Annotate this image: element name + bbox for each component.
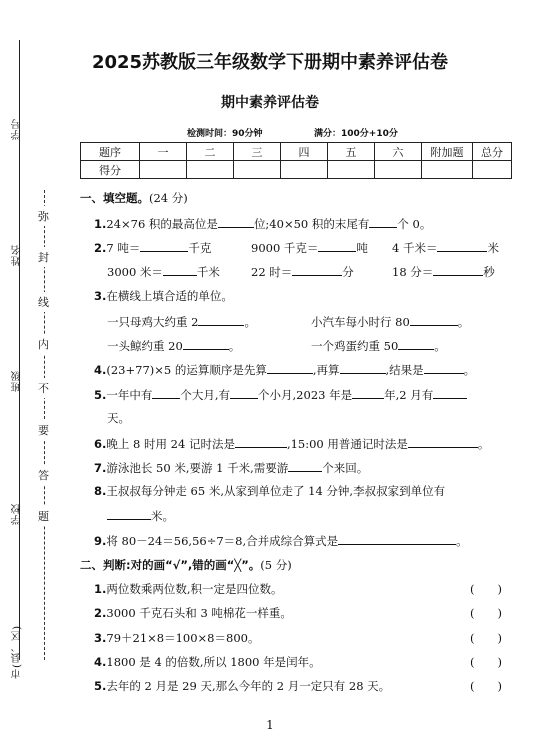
question-text: 。 [477,437,490,451]
question-1 [94,215,431,232]
question-text: 一头鲸约重 20 [107,339,183,353]
question-text: 7 吨＝ [106,241,141,255]
score-header-cell: 总分 [473,143,512,161]
question-text: 1800 是 4 的倍数,所以 1800 年是闰年。 [106,655,321,669]
question-text: 游泳池长 50 米,要游 1 千米,需要游 [106,461,289,475]
answer-parentheses[interactable]: ( ) [470,606,502,620]
question-text: 。 [463,363,476,377]
answer-blank[interactable] [267,361,313,374]
score-header-cell: 二 [187,143,234,161]
question-text: 将 80－24＝56,56÷7＝8,合并成综合算式是 [106,534,339,548]
score-cell[interactable] [473,161,512,179]
seal-char: 线 [38,292,49,312]
score-table-row [81,161,512,179]
question-3-item [311,313,469,330]
answer-parentheses[interactable]: ( ) [470,582,502,596]
score-cell[interactable] [234,161,281,179]
page-title: 2025苏教版三年级数学下册期中素养评估卷 [91,52,449,73]
question-8-cont [107,507,174,524]
seal-char: 要 [38,420,49,440]
question-text: 。 [434,339,446,353]
question-text: 个来回。 [322,461,369,475]
score-cell[interactable] [422,161,473,179]
answer-blank[interactable] [352,386,384,399]
score-header-cell: 附加题 [422,143,473,161]
question-text: 晚上 8 时用 24 记时法是 [106,437,235,451]
question-number: 5. [94,679,107,693]
question-text: ,再算 [312,363,340,377]
question-text: 在横线上填合适的单位。 [106,289,233,303]
question-text: 个大月,有 [180,388,231,402]
answer-blank[interactable] [152,386,180,399]
question-text: 一年中有 [106,388,153,402]
answer-blank[interactable] [107,507,151,520]
question-text: 3000 千克石头和 3 吨棉花一样重。 [106,606,292,620]
seal-char: 封 [38,247,49,267]
answer-blank[interactable] [318,239,356,252]
score-row-label: 得分 [81,161,140,179]
answer-blank[interactable] [235,435,287,448]
question-number: 3. [94,289,107,303]
question-number: 7. [94,461,107,475]
question-text: 千米 [196,265,220,279]
judgement-item [94,581,283,597]
question-number: 5. [94,388,107,402]
question-4 [94,361,475,378]
page-subtitle: 期中素养评估卷 [221,95,319,111]
section-2-heading [80,557,292,573]
question-number: 2. [94,241,107,255]
exam-time: 检测时间：90分钟 [187,129,263,139]
answer-blank[interactable] [230,386,258,399]
question-3-item [311,337,446,354]
question-text: 。 [228,339,241,353]
question-text: 。 [457,315,470,329]
score-cell[interactable] [328,161,375,179]
question-number: 6. [94,437,107,451]
score-cell[interactable] [375,161,422,179]
question-number: 4. [94,655,107,669]
question-text: 王叔叔每分钟走 65 米,从家到单位走了 14 分钟,李叔叔家到单位有 [106,484,446,498]
score-header-cell: 四 [281,143,328,161]
score-table-header-row [81,143,512,161]
question-text: 79＋21×8＝100×8＝800。 [106,631,260,645]
question-text: 4 千米＝ [392,241,438,255]
answer-parentheses[interactable]: ( ) [470,631,502,645]
answer-blank[interactable] [198,313,244,326]
answer-parentheses[interactable]: ( ) [470,679,502,693]
question-text: 天。 [107,411,130,425]
answer-blank[interactable] [408,435,478,448]
section-1-heading [80,190,188,206]
question-number: 1. [94,582,107,596]
score-table [80,142,512,179]
score-header-cell: 一 [140,143,187,161]
question-2-part [251,263,354,280]
answer-blank[interactable] [163,263,197,276]
question-text: 去年的 2 月是 29 天,那么今年的 2 月一定只有 28 天。 [106,679,391,693]
full-score: 满分：100分+10分 [314,129,398,139]
question-text: ,15:00 用普通记时法是 [286,437,408,451]
question-number: 2. [94,606,107,620]
score-cell[interactable] [140,161,187,179]
question-2-row-2 [107,263,220,280]
judgement-item [94,654,321,670]
answer-blank[interactable] [437,239,487,252]
question-8 [94,483,445,499]
question-9 [94,532,468,549]
answer-blank[interactable] [433,263,483,276]
page-number: 1 [266,718,274,732]
section-1-points: (24 分) [149,191,188,205]
question-number: 9. [94,534,107,548]
question-text: 个 0。 [397,217,432,231]
question-text: 位;40×50 积的末尾有 [253,217,370,231]
question-6 [94,435,489,452]
score-header-cell: 六 [375,143,422,161]
question-text: 22 时＝ [251,265,293,279]
answer-blank[interactable] [433,386,467,399]
answer-blank[interactable] [424,361,464,374]
question-text: 9000 千克＝ [251,241,319,255]
question-text: 。 [244,315,256,329]
question-text: 3000 米＝ [107,265,163,279]
answer-blank[interactable] [398,337,434,350]
question-text: 两位数乘两位数,积一定是四位数。 [106,582,283,596]
seal-char: 不 [38,378,49,398]
question-3 [94,288,233,304]
question-2-part [392,263,495,280]
question-text: 24×76 积的最高位是 [106,217,218,231]
section-2-points: (5 分) [260,558,292,572]
name-label: 姓名 [12,244,23,266]
question-text: 个小月,2023 年是 [258,388,353,402]
question-text: 吨 [356,241,368,255]
question-text: 一只母鸡大约重 2 [107,315,199,329]
question-text: 米。 [151,509,174,523]
question-3-item [107,313,256,330]
score-header-cell: 五 [328,143,375,161]
question-2-part [392,239,499,256]
seal-char: 题 [38,506,49,526]
answer-blank[interactable] [410,313,458,326]
section-1-title: 一、填空题。 [80,191,149,205]
question-text: 年,2 月有 [384,388,434,402]
answer-blank[interactable] [340,361,386,374]
question-text: 。 [456,534,468,548]
question-5 [94,386,467,403]
student-id-label: 学号 [12,118,23,140]
question-number: 3. [94,631,107,645]
score-cell[interactable] [187,161,234,179]
judgement-item [94,678,390,694]
question-text: (23+77)×5 的运算顺序是先算 [106,363,267,377]
score-header-cell: 题序 [81,143,140,161]
section-2-title: 二、判断:对的画“√”,错的画“╳”。 [80,558,261,572]
question-text: 秒 [483,265,495,279]
score-cell[interactable] [281,161,328,179]
question-3-item [107,337,240,354]
seal-char: 内 [38,334,49,354]
answer-parentheses[interactable]: ( ) [470,655,502,669]
question-text: 千克 [188,241,212,255]
question-text: ,结果是 [385,363,424,377]
city-label: 市(县、区) [12,625,23,679]
question-text: 分 [342,265,354,279]
answer-blank[interactable] [218,215,254,228]
answer-blank[interactable] [338,532,456,545]
score-header-cell: 三 [234,143,281,161]
judgement-item [94,630,259,646]
question-number: 8. [94,484,107,498]
question-text: 一个鸡蛋约重 50 [311,339,399,353]
answer-blank[interactable] [369,215,397,228]
answer-blank[interactable] [288,459,322,472]
question-number: 1. [94,217,107,231]
seal-char: 答 [38,465,49,485]
answer-blank[interactable] [292,263,342,276]
answer-blank[interactable] [183,337,229,350]
question-2 [94,239,211,256]
question-number: 4. [94,363,107,377]
seal-char: 弥 [38,206,49,226]
question-7 [94,459,368,476]
school-label: 学校 [12,503,23,525]
question-2-part [251,239,368,256]
question-text: 米 [487,241,499,255]
class-label: 班级 [12,370,23,392]
question-5-cont [107,410,130,426]
question-text: 小汽车每小时行 80 [311,315,410,329]
question-text: 18 分＝ [392,265,434,279]
judgement-item [94,605,292,621]
answer-blank[interactable] [140,239,188,252]
